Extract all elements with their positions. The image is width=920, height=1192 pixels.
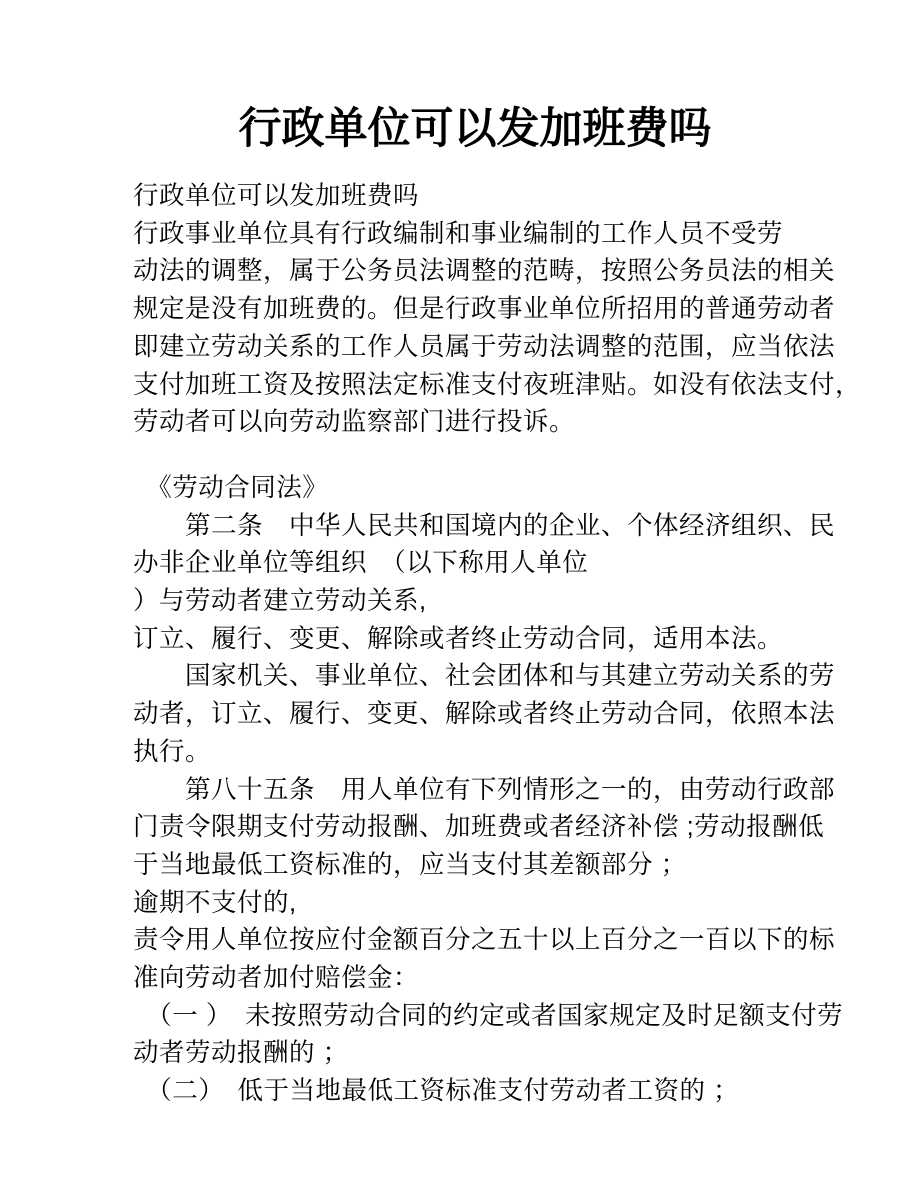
text-line: 办非企业单位等组织 （以下称用人单位 [133, 549, 589, 578]
blank-line [133, 442, 817, 470]
text-line: 劳动者可以向劳动监察部门进行投诉。 [133, 408, 576, 437]
text-line: 动者，订立、履行、变更、解除或者终止劳动合同，依照本法 [133, 700, 836, 729]
text-line: （二） 低于当地最低工资标准支付劳动者工资的 ； [133, 1077, 740, 1106]
text-line: 行政事业单位具有行政编制和事业编制的工作人员不受劳 [133, 219, 784, 248]
text-line: 逾期不支付的, [133, 888, 297, 917]
text-line: 国家机关、事业单位、社会团体和与其建立劳动关系的劳 [133, 662, 836, 691]
text-line: 《劳动合同法》 [133, 473, 329, 502]
text-line: 支付加班工资及按照法定标准支付夜班津贴。如没有依法支付， [133, 370, 862, 399]
text-line: 门责令限期支付劳动报酬、加班费或者经济补偿 ;劳动报酬低 [133, 813, 825, 842]
text-line: 于当地最低工资标准的，应当支付其差额部分 ； [133, 850, 687, 879]
text-line: 即建立劳动关系的工作人员属于劳动法调整的范围，应当依法 [133, 332, 836, 361]
text-line: 动法的调整，属于公务员法调整的范畴，按照公务员法的相关 [133, 257, 836, 286]
text-line: 动者劳动报酬的 ； [133, 1039, 349, 1068]
document-body [133, 178, 862, 1111]
text-line: ）与劳动者建立劳动关系, [133, 587, 427, 616]
text-line: 行政单位可以发加班费吗 [133, 182, 420, 210]
text-line: 订立、履行、变更、解除或者终止劳动合同，适用本法。 [133, 624, 784, 653]
document-content [133, 0, 862, 1111]
text-line: （一 ） 未按照劳动合同的约定或者国家规定及时足额支付劳 [133, 1001, 844, 1030]
text-line: 第二条 中华人民共和国境内的企业、个体经济组织、民 [133, 511, 836, 540]
text-line: 执行。 [133, 737, 212, 766]
text-line: 责令用人单位按应付金额百分之五十以上百分之一百以下的标 [133, 926, 836, 955]
text-line: 规定是没有加班费的。但是行政事业单位所招用的普通劳动者 [133, 295, 836, 324]
text-line: 准向劳动者加付赔偿金： [133, 964, 420, 993]
document-title: 行政单位可以发加班费吗 [238, 105, 712, 153]
text-line: 第八十五条 用人单位有下列情形之一的，由劳动行政部 [133, 775, 836, 804]
